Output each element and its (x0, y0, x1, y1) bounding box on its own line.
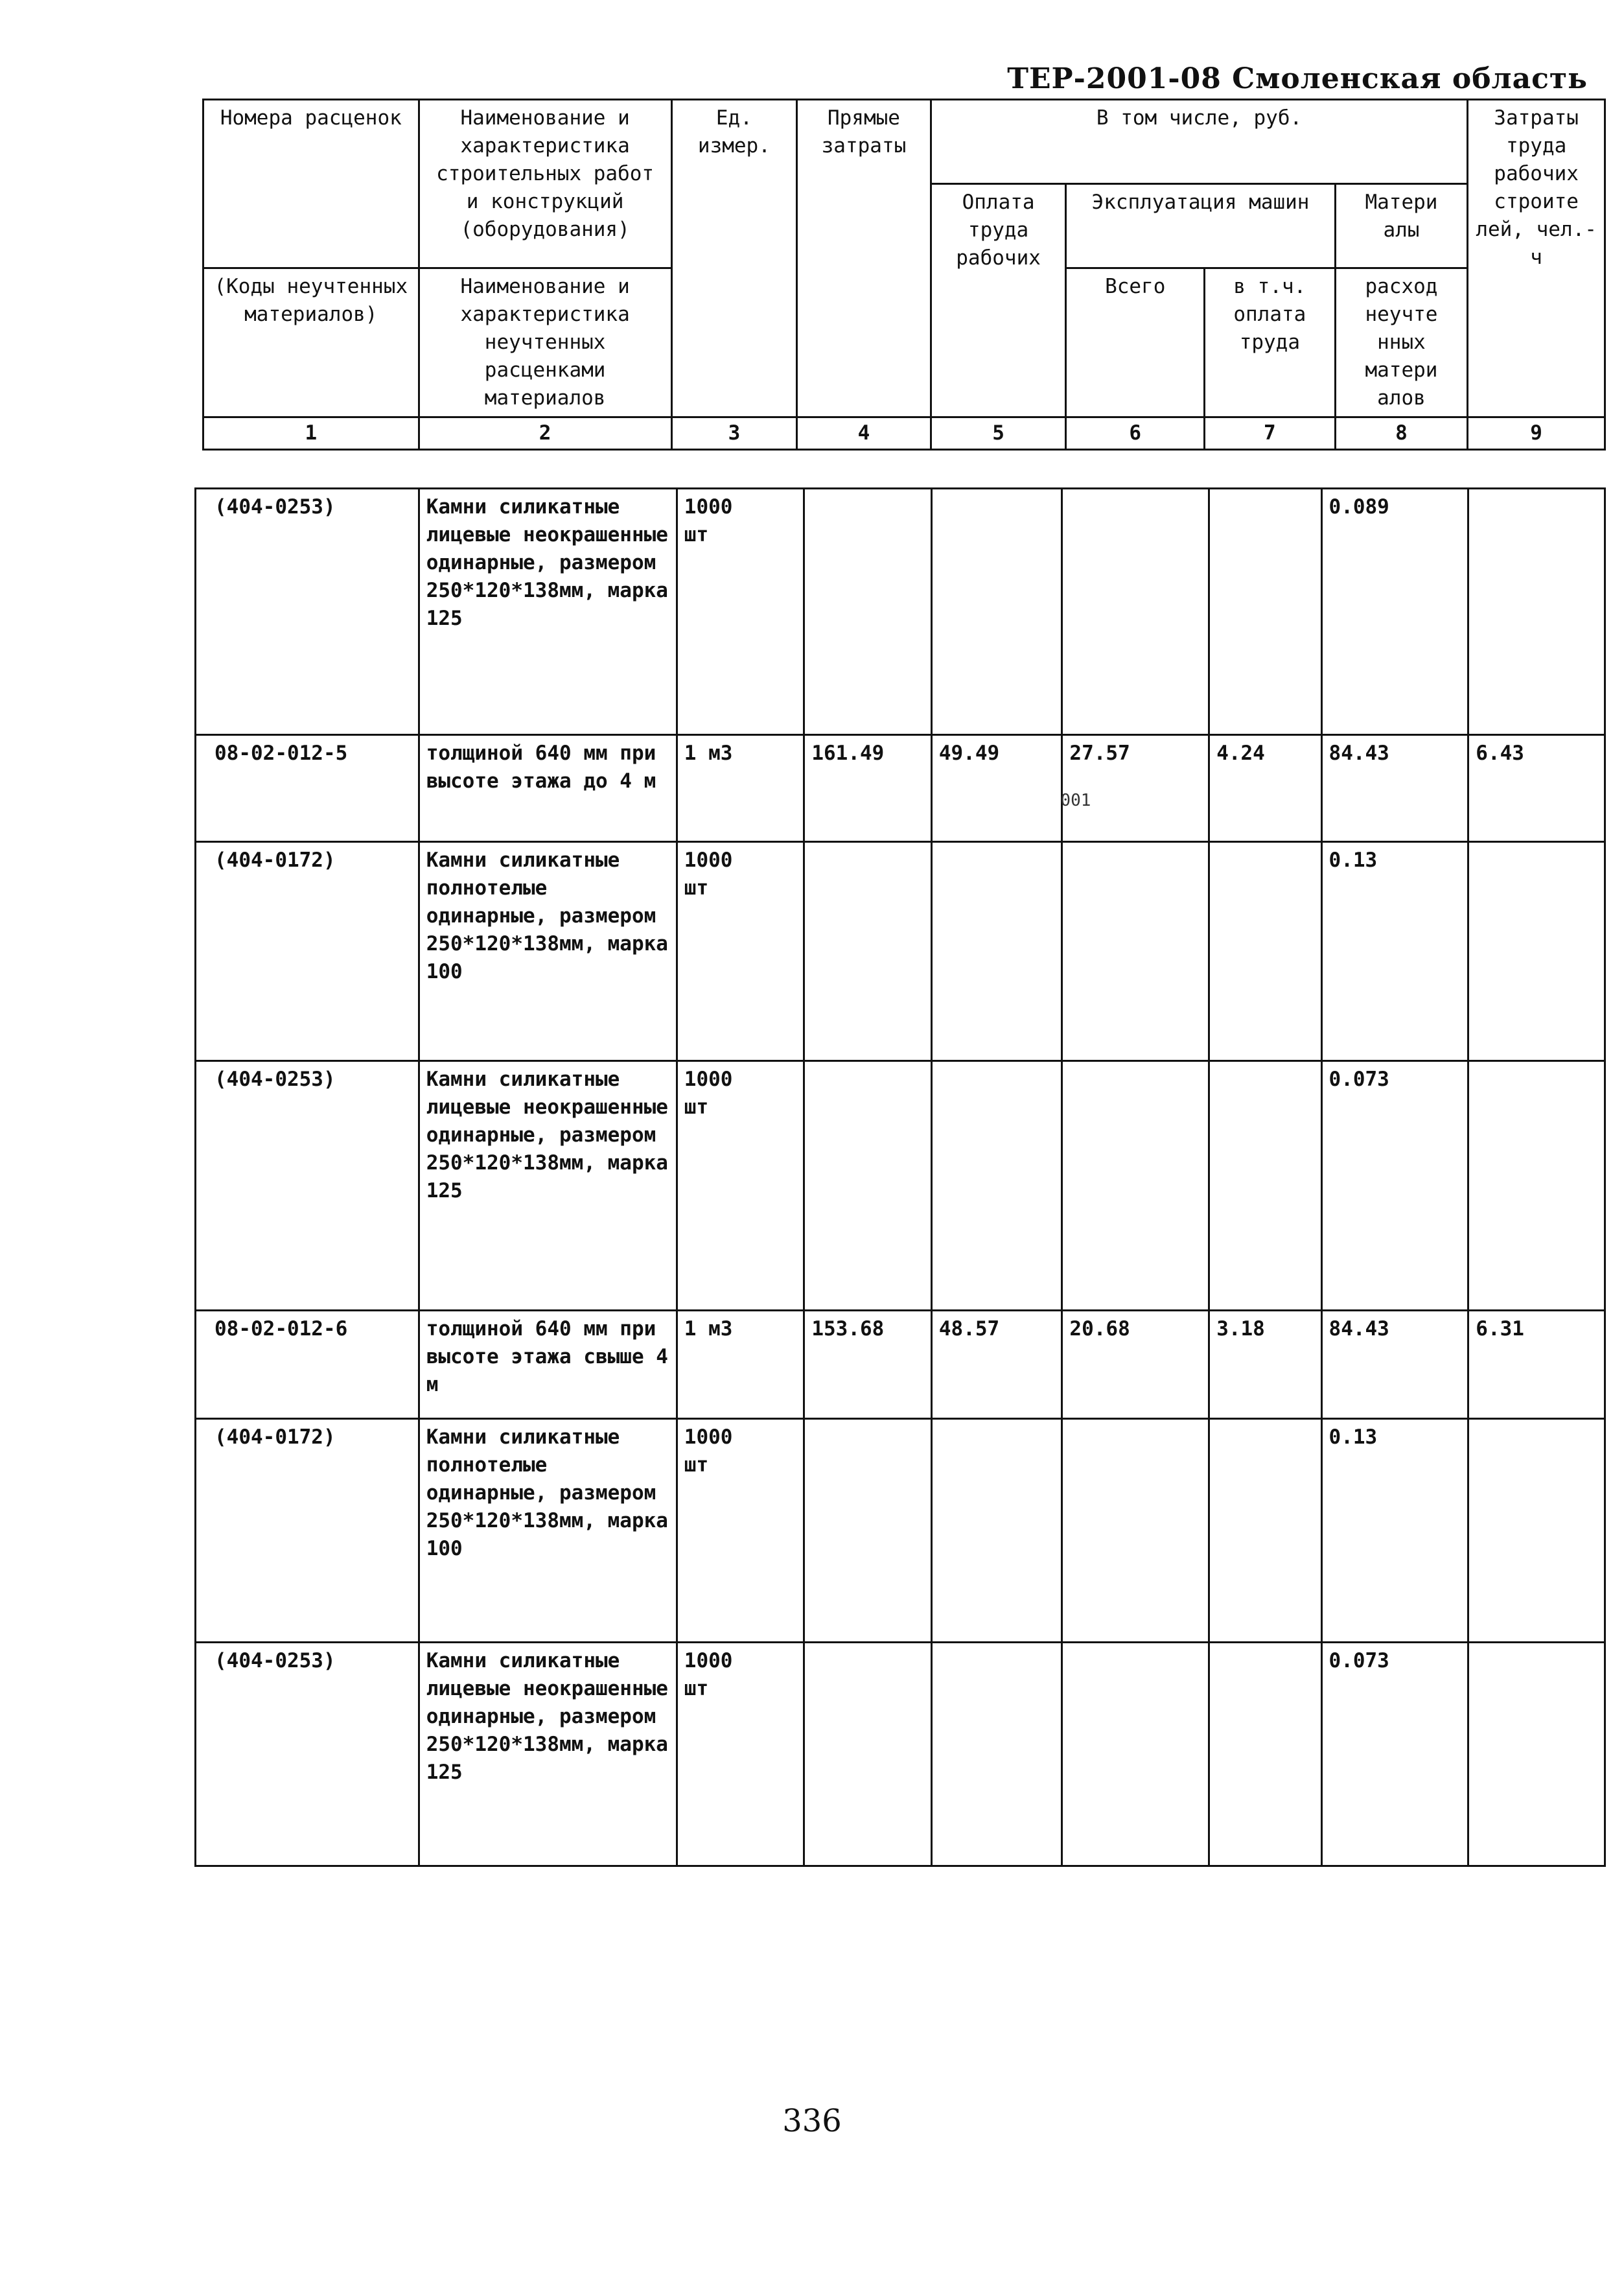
row-code (196, 1311, 419, 1419)
row-direct-costs-text: 153.68 (811, 1317, 885, 1341)
row-unit-text: 1 м3 (684, 1317, 733, 1341)
row-machines-labor (1209, 1419, 1321, 1643)
stamp-mark: 001 (1060, 791, 1091, 810)
row-labor-hours (1468, 842, 1605, 1061)
row-direct-costs (804, 1311, 932, 1419)
row-code-text: (404-0172) (215, 1425, 336, 1449)
row-name (419, 1061, 677, 1311)
column-number: 6 (1066, 417, 1205, 450)
row-unit (677, 489, 804, 735)
row-code (196, 842, 419, 1061)
row-machines-labor (1209, 1643, 1321, 1866)
row-labor-hours (1468, 1643, 1605, 1866)
row-code-text: (404-0172) (215, 849, 336, 872)
row-labor-hours (1468, 1419, 1605, 1643)
row-unit-text: 1000 шт (684, 1068, 733, 1119)
row-name-text: Камни силикатные лицевые неокрашенные одинарные, размером 250*120*138мм, марка 125 (426, 495, 668, 630)
row-code-text: (404-0253) (215, 495, 336, 519)
row-labor-hours (1468, 1061, 1605, 1311)
row-materials (1321, 842, 1468, 1061)
document-title: ТЕР-2001-08 Смоленская область (1007, 62, 1588, 95)
row-materials-text: 84.43 (1328, 742, 1389, 765)
row-materials-text: 0.13 (1328, 1425, 1378, 1449)
row-unit (677, 735, 804, 842)
row-labor-hours (1468, 1311, 1605, 1419)
column-number: 5 (931, 417, 1066, 450)
row-code-text: (404-0253) (215, 1649, 336, 1672)
row-code (196, 735, 419, 842)
row-labor-pay (931, 842, 1062, 1061)
row-direct-costs (804, 1061, 932, 1311)
row-unit-text: 1000 шт (684, 849, 733, 900)
header-materials-unaccounted: расход неучте нных матери алов (1335, 268, 1468, 417)
column-number: 1 (203, 417, 419, 450)
row-machines-labor (1209, 1311, 1321, 1419)
table-row (196, 1061, 1605, 1311)
header-material-codes: (Коды неучтенных материалов) (203, 268, 419, 417)
table-row (196, 735, 1605, 842)
row-direct-costs (804, 1419, 932, 1643)
row-materials (1321, 1643, 1468, 1866)
row-unit (677, 1419, 804, 1643)
header-material-names: Наименование и характеристика неучтенных расценками материалов (419, 268, 671, 417)
table-row (196, 1419, 1605, 1643)
row-machines-total (1062, 1643, 1209, 1866)
row-labor-pay (931, 489, 1062, 735)
column-number: 8 (1335, 417, 1468, 450)
row-machines-total (1062, 1311, 1209, 1419)
row-materials (1321, 735, 1468, 842)
row-direct-costs (804, 1643, 932, 1866)
row-labor-pay (931, 1061, 1062, 1311)
row-materials-text: 0.073 (1328, 1068, 1389, 1091)
row-unit-text: 1000 шт (684, 1649, 733, 1700)
table-row (196, 1643, 1605, 1866)
column-number: 3 (671, 417, 797, 450)
row-unit-text: 1000 шт (684, 1425, 733, 1477)
row-machines-labor (1209, 842, 1321, 1061)
row-labor-hours (1468, 735, 1605, 842)
row-code (196, 1419, 419, 1643)
row-machines-total-text: 27.57 (1069, 742, 1130, 765)
row-materials (1321, 1311, 1468, 1419)
row-unit (677, 1061, 804, 1311)
header-machines: Эксплуатация машин (1066, 184, 1335, 268)
row-labor-pay-text: 48.57 (938, 1317, 1000, 1341)
row-name (419, 1419, 677, 1643)
row-materials-text: 0.073 (1328, 1649, 1389, 1672)
row-code (196, 489, 419, 735)
row-unit (677, 842, 804, 1061)
row-unit-text: 1 м3 (684, 742, 733, 765)
row-name-text: Камни силикатные лицевые неокрашенные одинарные, размером 250*120*138мм, марка 125 (426, 1068, 668, 1202)
row-machines-labor (1209, 489, 1321, 735)
row-code (196, 1061, 419, 1311)
header-labor-hours: Затраты труда рабочих строите лей, чел.-ч (1468, 100, 1605, 417)
row-labor-hours-text: 6.31 (1476, 1317, 1524, 1341)
header-work-name: Наименование и характеристика строительных работ и конструкций (оборудования) (419, 100, 671, 268)
row-machines-total (1062, 1061, 1209, 1311)
row-machines-total (1062, 1419, 1209, 1643)
row-labor-hours (1468, 489, 1605, 735)
row-machines-labor-text: 3.18 (1216, 1317, 1265, 1341)
row-labor-pay (931, 1643, 1062, 1866)
row-materials (1321, 489, 1468, 735)
row-code-text: 08-02-012-5 (215, 742, 348, 765)
row-name-text: Камни силикатные лицевые неокрашенные одинарные, размером 250*120*138мм, марка 125 (426, 1649, 668, 1784)
row-name (419, 735, 677, 842)
row-name (419, 489, 677, 735)
table-row (196, 842, 1605, 1061)
row-direct-costs (804, 842, 932, 1061)
row-labor-pay (931, 1419, 1062, 1643)
row-code-text: (404-0253) (215, 1068, 336, 1091)
table-row (196, 489, 1605, 735)
row-unit (677, 1311, 804, 1419)
row-labor-pay (931, 1311, 1062, 1419)
row-name-text: Камни силикатные полнотелые одинарные, размером 250*120*138мм, марка 100 (426, 849, 668, 983)
row-name (419, 842, 677, 1061)
row-direct-costs-text: 161.49 (811, 742, 885, 765)
row-name-text: Камни силикатные полнотелые одинарные, размером 250*120*138мм, марка 100 (426, 1425, 668, 1560)
row-materials (1321, 1419, 1468, 1643)
row-materials-text: 0.089 (1328, 495, 1389, 519)
header-materials: Матери алы (1335, 184, 1468, 268)
row-machines-total (1062, 489, 1209, 735)
row-name-text: толщиной 640 мм при высоте этажа свыше 4 м (426, 1317, 668, 1396)
row-direct-costs (804, 489, 932, 735)
row-materials (1321, 1061, 1468, 1311)
column-number: 4 (797, 417, 931, 450)
column-number: 2 (419, 417, 671, 450)
row-machines-labor (1209, 735, 1321, 842)
row-machines-total (1062, 735, 1209, 842)
page-number: 336 (782, 2103, 842, 2139)
row-name-text: толщиной 640 мм при высоте этажа до 4 м (426, 742, 656, 793)
row-name (419, 1311, 677, 1419)
row-direct-costs (804, 735, 932, 842)
header-labor-pay: Оплата труда рабочих (931, 184, 1066, 417)
header-machines-total: Всего (1066, 268, 1205, 417)
row-labor-pay (931, 735, 1062, 842)
row-machines-total-text: 20.68 (1069, 1317, 1130, 1341)
row-name (419, 1643, 677, 1866)
header-table (202, 99, 1606, 451)
row-machines-labor-text: 4.24 (1216, 742, 1265, 765)
row-code (196, 1643, 419, 1866)
table-row (196, 1311, 1605, 1419)
rates-table (194, 487, 1606, 1867)
row-machines-labor (1209, 1061, 1321, 1311)
row-labor-hours-text: 6.43 (1476, 742, 1524, 765)
header-direct-costs: Прямые затраты (797, 100, 931, 417)
header-machines-labor: в т.ч. оплата труда (1205, 268, 1336, 417)
row-materials-text: 0.13 (1328, 849, 1378, 872)
row-unit-text: 1000 шт (684, 495, 733, 546)
row-code-text: 08-02-012-6 (215, 1317, 348, 1341)
header-rate-numbers: Номера расценок (203, 100, 419, 268)
column-number: 7 (1205, 417, 1336, 450)
row-unit (677, 1643, 804, 1866)
row-materials-text: 84.43 (1328, 1317, 1389, 1341)
row-machines-total (1062, 842, 1209, 1061)
header-unit: Ед. измер. (671, 100, 797, 417)
column-number: 9 (1468, 417, 1605, 450)
row-labor-pay-text: 49.49 (938, 742, 1000, 765)
header-including-group: В том числе, руб. (931, 100, 1468, 184)
